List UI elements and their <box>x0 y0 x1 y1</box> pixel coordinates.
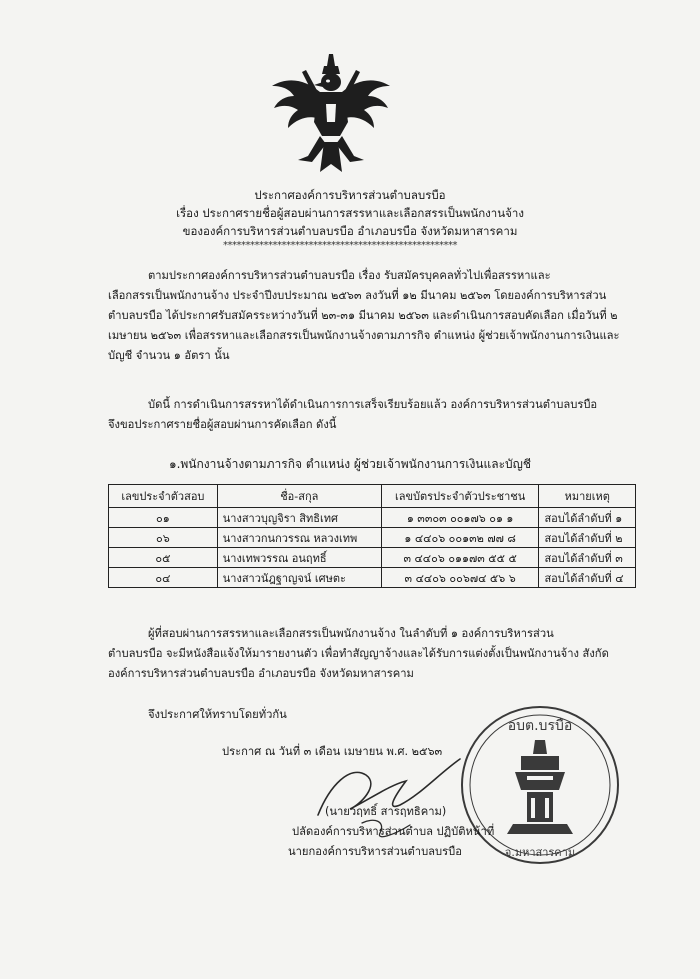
stamp-text-top: อบต.บรบือ <box>507 718 573 734</box>
citizen-id-cell: ๓ ๔๔๐๖ ๐๑๑๗๓ ๕๕ ๕ <box>381 548 539 568</box>
table-row <box>109 528 636 548</box>
table-row <box>109 568 636 588</box>
paragraph-line: บัญชี จำนวน ๑ อัตรา นั้น <box>108 349 230 362</box>
paragraph-line: เลือกสรรเป็นพนักงานจ้าง ประจำปีงบประมาณ ๒๕๖๓ ลงวันที่ ๑๒ มีนาคม ๒๕๖๓ โดยองค์การบริหารส่วน <box>108 289 607 302</box>
table-row <box>109 548 636 568</box>
announcement-organization: ขององค์การบริหารส่วนตำบลบรบือ อำเภอบรบือ จังหวัดมหาสารคาม <box>182 224 518 238</box>
paragraph-line: จึงขอประกาศรายชื่อผู้สอบผ่านการคัดเลือก ดังนี้ <box>108 418 337 431</box>
paragraph-line: เมษายน ๒๕๖๓ เพื่อสรรหาและเลือกสรรเป็นพนักงานจ้างตามภารกิจ ตำแหน่ง ผู้ช่วยเจ้าพนักงานการเงินและ <box>108 329 620 342</box>
signer-title: ปลัดองค์การบริหารส่วนตำบล ปฏิบัติหน้าที่ <box>292 825 495 838</box>
paragraph-line: องค์การบริหารส่วนตำบลบรบือ อำเภอบรบือ จังหวัดมหาสารคาม <box>108 667 414 680</box>
exam-id-cell: ๐๔ <box>109 568 218 588</box>
paragraph-line: ตำบลบรบือ จะมีหนังสือแจ้งให้มารายงานตัว เพื่อทำสัญญาจ้างและได้รับการแต่งตั้งเป็นพนักงานจ้าง สังกัด <box>108 647 609 660</box>
results-table <box>108 484 636 588</box>
remark-cell: สอบได้ลำดับที่ ๓ <box>539 548 636 568</box>
citizen-id-cell: ๑ ๓๓๐๓ ๐๐๑๗๖ ๐๑ ๑ <box>381 508 539 528</box>
paragraph-line: ตำบลบรบือ ได้ประกาศรับสมัครระหว่างวันที่ ๒๓-๓๑ มีนาคม ๒๕๖๓ และดำเนินการสอบคัดเลือก เมื่อวันที่ ๒ <box>108 309 618 322</box>
exam-id-cell: ๐๕ <box>109 548 218 568</box>
stamp-text-bottom: จ.มหาสารคาม <box>504 846 576 859</box>
position-section-title: ๑.พนักงานจ้างตามภารกิจ ตำแหน่ง ผู้ช่วยเจ้าพนักงานการเงินและบัญชี <box>168 457 532 471</box>
column-header-name: ชื่อ-สกุล <box>217 485 381 508</box>
intro-paragraph <box>108 266 628 366</box>
paragraph-line: ผู้ที่สอบผ่านการสรรหาและเลือกสรรเป็นพนักงานจ้าง ในลำดับที่ ๑ องค์การบริหารส่วน <box>148 627 554 640</box>
signer-acting-title: นายกองค์การบริหารส่วนตำบลบรบือ <box>288 845 462 858</box>
column-header-exam-id: เลขประจำตัวสอบ <box>109 485 218 508</box>
remark-cell: สอบได้ลำดับที่ ๒ <box>539 528 636 548</box>
name-cell: นางสาวกนกวรรณ หลวงเทพ <box>217 528 381 548</box>
announcement-date: ประกาศ ณ วันที่ ๓ เดือน เมษายน พ.ศ. ๒๕๖๓ <box>222 745 443 758</box>
table-row <box>109 508 636 528</box>
column-header-remark: หมายเหตุ <box>539 485 636 508</box>
citizen-id-cell: ๑ ๔๔๐๖ ๐๐๑๓๒ ๗๗ ๘ <box>381 528 539 548</box>
star-divider: **************************************************** <box>223 240 457 251</box>
remark-cell: สอบได้ลำดับที่ ๑ <box>539 508 636 528</box>
paragraph-line: บัดนี้ การดำเนินการสรรหาได้ดำเนินการการเสร็จเรียบร้อยแล้ว องค์การบริหารส่วนตำบลบรบือ <box>148 398 598 411</box>
official-seal-stamp <box>455 700 625 870</box>
garuda-emblem <box>268 52 394 176</box>
paragraph-line: ตามประกาศองค์การบริหารส่วนตำบลบรบือ เรื่อง รับสมัครบุคคลทั่วไปเพื่อสรรหาและ <box>148 269 551 282</box>
table-header-row <box>109 485 636 508</box>
name-cell: นางเทพวรรณ อนฤทธิ์ <box>217 548 381 568</box>
signer-name: (นายวฤทธิ์ สารฤทธิคาม) <box>325 805 447 818</box>
announcement-closing: จึงประกาศให้ทราบโดยทั่วกัน <box>148 708 287 721</box>
exam-id-cell: ๐๖ <box>109 528 218 548</box>
announcement-title: ประกาศองค์การบริหารส่วนตำบลบรบือ <box>254 188 446 202</box>
name-cell: นางสาวบุญจิรา สิทธิเทศ <box>217 508 381 528</box>
appointment-paragraph <box>108 624 628 684</box>
column-header-citizen-id: เลขบัตรประจำตัวประชาชน <box>381 485 539 508</box>
result-paragraph <box>108 395 628 435</box>
exam-id-cell: ๐๑ <box>109 508 218 528</box>
announcement-subject: เรื่อง ประกาศรายชื่อผู้สอบผ่านการสรรหาและเลือกสรรเป็นพนักงานจ้าง <box>176 206 524 220</box>
name-cell: นางสาวนัฎฐาญจน์ เศษตะ <box>217 568 381 588</box>
remark-cell: สอบได้ลำดับที่ ๔ <box>539 568 636 588</box>
citizen-id-cell: ๓ ๔๔๐๖ ๐๐๖๗๔ ๕๖ ๖ <box>381 568 539 588</box>
